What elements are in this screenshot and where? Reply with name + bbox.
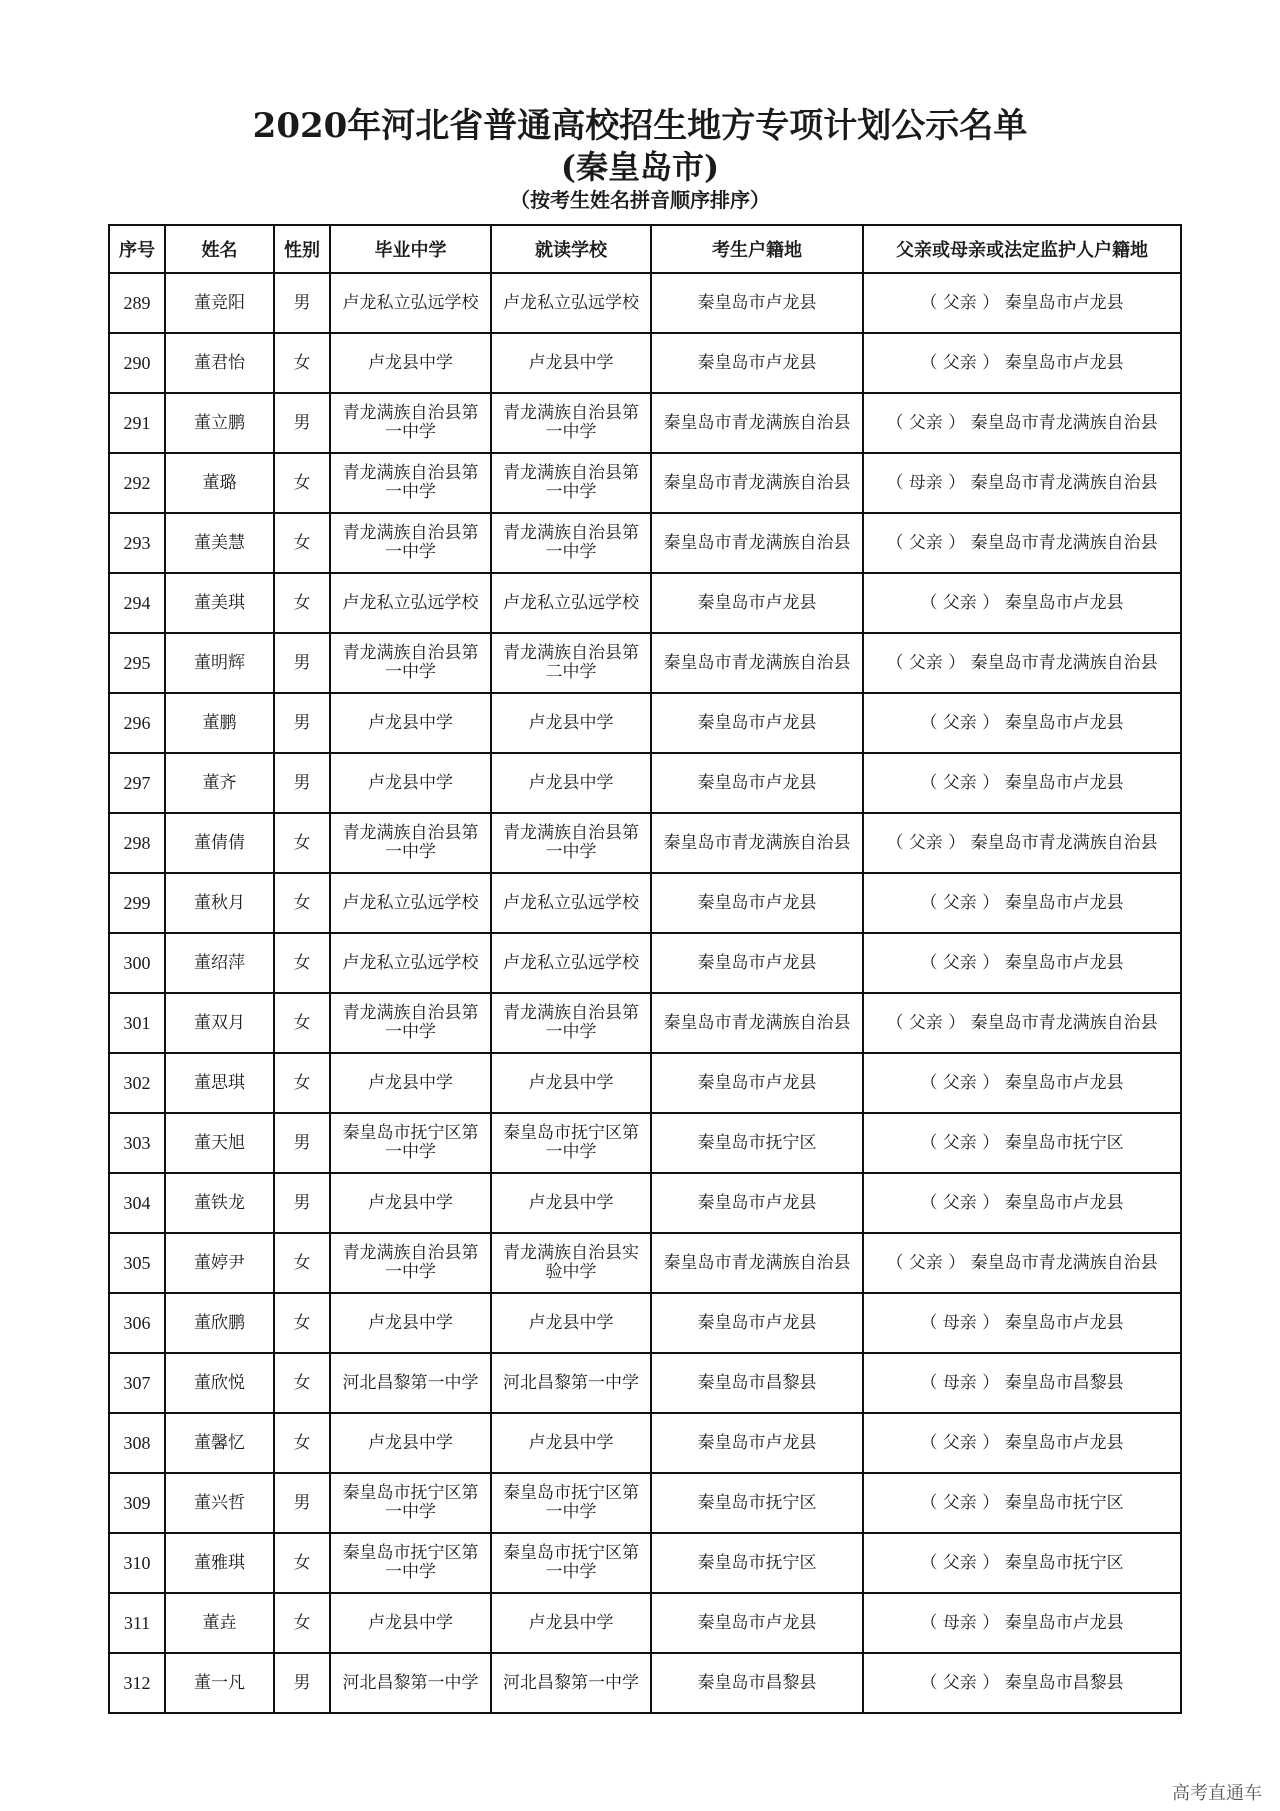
header-index: 序号 [109, 225, 165, 273]
cell-graduated-school: 卢龙县中学 [330, 1173, 491, 1233]
cell-current-school: 青龙满族自治县第一中学 [491, 813, 651, 873]
cell-graduated-school: 河北昌黎第一中学 [330, 1353, 491, 1413]
cell-guardian-residence: （ 父亲 ） 秦皇岛市卢龙县 [863, 273, 1181, 333]
cell-index: 289 [109, 273, 165, 333]
cell-gender: 女 [274, 453, 330, 513]
cell-graduated-school: 卢龙私立弘远学校 [330, 573, 491, 633]
cell-current-school: 青龙满族自治县第一中学 [491, 513, 651, 573]
cell-current-school: 青龙满族自治县第一中学 [491, 993, 651, 1053]
cell-index: 304 [109, 1173, 165, 1233]
cell-current-school: 卢龙县中学 [491, 1593, 651, 1653]
cell-student-residence: 秦皇岛市青龙满族自治县 [651, 633, 863, 693]
cell-gender: 女 [274, 1353, 330, 1413]
cell-graduated-school: 卢龙私立弘远学校 [330, 933, 491, 993]
cell-name: 董鹏 [165, 693, 274, 753]
cell-current-school: 卢龙私立弘远学校 [491, 933, 651, 993]
cell-gender: 男 [274, 1173, 330, 1233]
cell-name: 董倩倩 [165, 813, 274, 873]
cell-current-school: 青龙满族自治县第一中学 [491, 453, 651, 513]
cell-graduated-school: 青龙满族自治县第一中学 [330, 1233, 491, 1293]
cell-gender: 女 [274, 573, 330, 633]
cell-graduated-school: 卢龙县中学 [330, 753, 491, 813]
cell-graduated-school: 卢龙县中学 [330, 1593, 491, 1653]
cell-index: 298 [109, 813, 165, 873]
cell-index: 307 [109, 1353, 165, 1413]
table-row [109, 933, 1181, 993]
table-row [109, 633, 1181, 693]
cell-student-residence: 秦皇岛市抚宁区 [651, 1113, 863, 1173]
table-row [109, 993, 1181, 1053]
cell-graduated-school: 秦皇岛市抚宁区第一中学 [330, 1113, 491, 1173]
cell-current-school: 河北昌黎第一中学 [491, 1653, 651, 1713]
table-row [109, 1533, 1181, 1593]
cell-gender: 女 [274, 813, 330, 873]
watermark-text: 高考直通车 [1172, 1783, 1262, 1804]
cell-gender: 男 [274, 633, 330, 693]
cell-guardian-residence: （ 父亲 ） 秦皇岛市青龙满族自治县 [863, 393, 1181, 453]
cell-name: 董璐 [165, 453, 274, 513]
cell-gender: 女 [274, 513, 330, 573]
cell-student-residence: 秦皇岛市卢龙县 [651, 273, 863, 333]
cell-graduated-school: 青龙满族自治县第一中学 [330, 993, 491, 1053]
cell-current-school: 卢龙私立弘远学校 [491, 273, 651, 333]
cell-name: 董欣悦 [165, 1353, 274, 1413]
cell-index: 312 [109, 1653, 165, 1713]
cell-guardian-residence: （ 父亲 ） 秦皇岛市卢龙县 [863, 753, 1181, 813]
document-title: 2020年河北省普通高校招生地方专项计划公示名单 [252, 106, 1028, 146]
cell-guardian-residence: （ 父亲 ） 秦皇岛市抚宁区 [863, 1113, 1181, 1173]
cell-name: 董思琪 [165, 1053, 274, 1113]
cell-current-school: 秦皇岛市抚宁区第一中学 [491, 1113, 651, 1173]
cell-student-residence: 秦皇岛市卢龙县 [651, 873, 863, 933]
table-header-row [109, 225, 1181, 273]
student-list-table [108, 224, 1182, 1714]
cell-guardian-residence: （ 父亲 ） 秦皇岛市卢龙县 [863, 1413, 1181, 1473]
cell-graduated-school: 卢龙县中学 [330, 333, 491, 393]
cell-graduated-school: 河北昌黎第一中学 [330, 1653, 491, 1713]
cell-current-school: 卢龙县中学 [491, 1293, 651, 1353]
table-row [109, 1413, 1181, 1473]
cell-name: 董婷尹 [165, 1233, 274, 1293]
cell-gender: 男 [274, 1653, 330, 1713]
cell-current-school: 卢龙县中学 [491, 333, 651, 393]
cell-guardian-residence: （ 母亲 ） 秦皇岛市昌黎县 [863, 1353, 1181, 1413]
cell-index: 292 [109, 453, 165, 513]
table-row [109, 1053, 1181, 1113]
cell-name: 董立鹏 [165, 393, 274, 453]
cell-index: 294 [109, 573, 165, 633]
cell-guardian-residence: （ 父亲 ） 秦皇岛市青龙满族自治县 [863, 633, 1181, 693]
cell-guardian-residence: （ 父亲 ） 秦皇岛市青龙满族自治县 [863, 813, 1181, 873]
cell-graduated-school: 卢龙县中学 [330, 1293, 491, 1353]
cell-index: 303 [109, 1113, 165, 1173]
table-row [109, 453, 1181, 513]
table-row [109, 1353, 1181, 1413]
cell-graduated-school: 秦皇岛市抚宁区第一中学 [330, 1473, 491, 1533]
cell-index: 291 [109, 393, 165, 453]
cell-student-residence: 秦皇岛市卢龙县 [651, 1413, 863, 1473]
cell-student-residence: 秦皇岛市抚宁区 [651, 1473, 863, 1533]
cell-name: 董馨忆 [165, 1413, 274, 1473]
cell-guardian-residence: （ 父亲 ） 秦皇岛市青龙满族自治县 [863, 993, 1181, 1053]
header-guardian-residence: 父亲或母亲或法定监护人户籍地 [863, 225, 1181, 273]
cell-graduated-school: 秦皇岛市抚宁区第一中学 [330, 1533, 491, 1593]
table-row [109, 1113, 1181, 1173]
cell-index: 311 [109, 1593, 165, 1653]
cell-current-school: 卢龙县中学 [491, 1413, 651, 1473]
header-current-school: 就读学校 [491, 225, 651, 273]
cell-index: 300 [109, 933, 165, 993]
cell-student-residence: 秦皇岛市青龙满族自治县 [651, 1233, 863, 1293]
cell-current-school: 河北昌黎第一中学 [491, 1353, 651, 1413]
cell-student-residence: 秦皇岛市卢龙县 [651, 1053, 863, 1113]
cell-name: 董欣鹏 [165, 1293, 274, 1353]
cell-student-residence: 秦皇岛市青龙满族自治县 [651, 453, 863, 513]
cell-name: 董美慧 [165, 513, 274, 573]
cell-gender: 女 [274, 1593, 330, 1653]
cell-name: 董齐 [165, 753, 274, 813]
cell-current-school: 青龙满族自治县第一中学 [491, 393, 651, 453]
cell-index: 305 [109, 1233, 165, 1293]
cell-current-school: 青龙满族自治县第二中学 [491, 633, 651, 693]
header-student-residence: 考生户籍地 [651, 225, 863, 273]
table-row [109, 273, 1181, 333]
cell-guardian-residence: （ 父亲 ） 秦皇岛市抚宁区 [863, 1473, 1181, 1533]
cell-current-school: 秦皇岛市抚宁区第一中学 [491, 1473, 651, 1533]
cell-index: 306 [109, 1293, 165, 1353]
cell-name: 董美琪 [165, 573, 274, 633]
cell-name: 董天旭 [165, 1113, 274, 1173]
cell-graduated-school: 卢龙私立弘远学校 [330, 873, 491, 933]
cell-current-school: 秦皇岛市抚宁区第一中学 [491, 1533, 651, 1593]
table-row [109, 1233, 1181, 1293]
cell-index: 301 [109, 993, 165, 1053]
cell-guardian-residence: （ 母亲 ） 秦皇岛市青龙满族自治县 [863, 453, 1181, 513]
cell-gender: 男 [274, 1113, 330, 1173]
cell-graduated-school: 青龙满族自治县第一中学 [330, 813, 491, 873]
table-row [109, 573, 1181, 633]
cell-graduated-school: 青龙满族自治县第一中学 [330, 453, 491, 513]
cell-student-residence: 秦皇岛市卢龙县 [651, 1173, 863, 1233]
cell-student-residence: 秦皇岛市卢龙县 [651, 933, 863, 993]
cell-name: 董雅琪 [165, 1533, 274, 1593]
cell-gender: 女 [274, 933, 330, 993]
cell-student-residence: 秦皇岛市卢龙县 [651, 333, 863, 393]
header-graduated-school: 毕业中学 [330, 225, 491, 273]
cell-gender: 女 [274, 1293, 330, 1353]
cell-student-residence: 秦皇岛市昌黎县 [651, 1353, 863, 1413]
cell-index: 295 [109, 633, 165, 693]
cell-current-school: 卢龙县中学 [491, 1053, 651, 1113]
cell-guardian-residence: （ 父亲 ） 秦皇岛市青龙满族自治县 [863, 1233, 1181, 1293]
cell-name: 董兴哲 [165, 1473, 274, 1533]
cell-gender: 女 [274, 873, 330, 933]
cell-name: 董竞阳 [165, 273, 274, 333]
cell-current-school: 青龙满族自治县实验中学 [491, 1233, 651, 1293]
table-row [109, 393, 1181, 453]
cell-index: 309 [109, 1473, 165, 1533]
cell-index: 297 [109, 753, 165, 813]
cell-student-residence: 秦皇岛市卢龙县 [651, 693, 863, 753]
cell-name: 董垚 [165, 1593, 274, 1653]
cell-guardian-residence: （ 父亲 ） 秦皇岛市昌黎县 [863, 1653, 1181, 1713]
table-row [109, 873, 1181, 933]
cell-student-residence: 秦皇岛市卢龙县 [651, 753, 863, 813]
cell-index: 290 [109, 333, 165, 393]
header-name: 姓名 [165, 225, 274, 273]
cell-gender: 男 [274, 693, 330, 753]
cell-student-residence: 秦皇岛市卢龙县 [651, 1593, 863, 1653]
cell-guardian-residence: （ 父亲 ） 秦皇岛市青龙满族自治县 [863, 513, 1181, 573]
cell-current-school: 卢龙私立弘远学校 [491, 873, 651, 933]
cell-guardian-residence: （ 父亲 ） 秦皇岛市卢龙县 [863, 693, 1181, 753]
cell-gender: 男 [274, 753, 330, 813]
cell-gender: 女 [274, 333, 330, 393]
cell-student-residence: 秦皇岛市青龙满族自治县 [651, 393, 863, 453]
cell-gender: 男 [274, 393, 330, 453]
cell-name: 董秋月 [165, 873, 274, 933]
cell-guardian-residence: （ 父亲 ） 秦皇岛市卢龙县 [863, 1053, 1181, 1113]
cell-student-residence: 秦皇岛市青龙满族自治县 [651, 993, 863, 1053]
cell-guardian-residence: （ 父亲 ） 秦皇岛市卢龙县 [863, 1173, 1181, 1233]
cell-student-residence: 秦皇岛市抚宁区 [651, 1533, 863, 1593]
cell-guardian-residence: （ 父亲 ） 秦皇岛市卢龙县 [863, 333, 1181, 393]
table-row [109, 693, 1181, 753]
cell-index: 299 [109, 873, 165, 933]
table-row [109, 1653, 1181, 1713]
cell-index: 296 [109, 693, 165, 753]
table-row [109, 813, 1181, 873]
header-gender: 性别 [274, 225, 330, 273]
cell-name: 董绍萍 [165, 933, 274, 993]
cell-guardian-residence: （ 父亲 ） 秦皇岛市卢龙县 [863, 933, 1181, 993]
cell-student-residence: 秦皇岛市卢龙县 [651, 573, 863, 633]
cell-graduated-school: 卢龙县中学 [330, 1413, 491, 1473]
cell-guardian-residence: （ 父亲 ） 秦皇岛市卢龙县 [863, 873, 1181, 933]
cell-graduated-school: 青龙满族自治县第一中学 [330, 513, 491, 573]
cell-current-school: 卢龙县中学 [491, 693, 651, 753]
cell-guardian-residence: （ 母亲 ） 秦皇岛市卢龙县 [863, 1293, 1181, 1353]
cell-gender: 女 [274, 1413, 330, 1473]
cell-name: 董明辉 [165, 633, 274, 693]
cell-current-school: 卢龙县中学 [491, 1173, 651, 1233]
table-row [109, 1473, 1181, 1533]
cell-gender: 女 [274, 993, 330, 1053]
cell-name: 董双月 [165, 993, 274, 1053]
document-subtitle: (秦皇岛市) [560, 148, 720, 186]
cell-gender: 女 [274, 1533, 330, 1593]
cell-name: 董铁龙 [165, 1173, 274, 1233]
cell-graduated-school: 卢龙县中学 [330, 1053, 491, 1113]
cell-student-residence: 秦皇岛市昌黎县 [651, 1653, 863, 1713]
cell-student-residence: 秦皇岛市青龙满族自治县 [651, 513, 863, 573]
cell-graduated-school: 卢龙县中学 [330, 693, 491, 753]
cell-gender: 女 [274, 1053, 330, 1113]
sort-note: （按考生姓名拼音顺序排序） [510, 188, 770, 212]
cell-gender: 男 [274, 273, 330, 333]
cell-student-residence: 秦皇岛市卢龙县 [651, 1293, 863, 1353]
cell-guardian-residence: （ 父亲 ） 秦皇岛市抚宁区 [863, 1533, 1181, 1593]
cell-index: 310 [109, 1533, 165, 1593]
cell-name: 董君怡 [165, 333, 274, 393]
cell-gender: 男 [274, 1473, 330, 1533]
cell-current-school: 卢龙私立弘远学校 [491, 573, 651, 633]
cell-guardian-residence: （ 母亲 ） 秦皇岛市卢龙县 [863, 1593, 1181, 1653]
cell-graduated-school: 青龙满族自治县第一中学 [330, 633, 491, 693]
cell-graduated-school: 卢龙私立弘远学校 [330, 273, 491, 333]
cell-name: 董一凡 [165, 1653, 274, 1713]
table-row [109, 753, 1181, 813]
cell-index: 308 [109, 1413, 165, 1473]
cell-gender: 女 [274, 1233, 330, 1293]
table-row [109, 1173, 1181, 1233]
cell-index: 293 [109, 513, 165, 573]
table-row [109, 1593, 1181, 1653]
cell-student-residence: 秦皇岛市青龙满族自治县 [651, 813, 863, 873]
cell-index: 302 [109, 1053, 165, 1113]
table-row [109, 513, 1181, 573]
cell-current-school: 卢龙县中学 [491, 753, 651, 813]
cell-guardian-residence: （ 父亲 ） 秦皇岛市卢龙县 [863, 573, 1181, 633]
table-row [109, 333, 1181, 393]
table-row [109, 1293, 1181, 1353]
cell-graduated-school: 青龙满族自治县第一中学 [330, 393, 491, 453]
